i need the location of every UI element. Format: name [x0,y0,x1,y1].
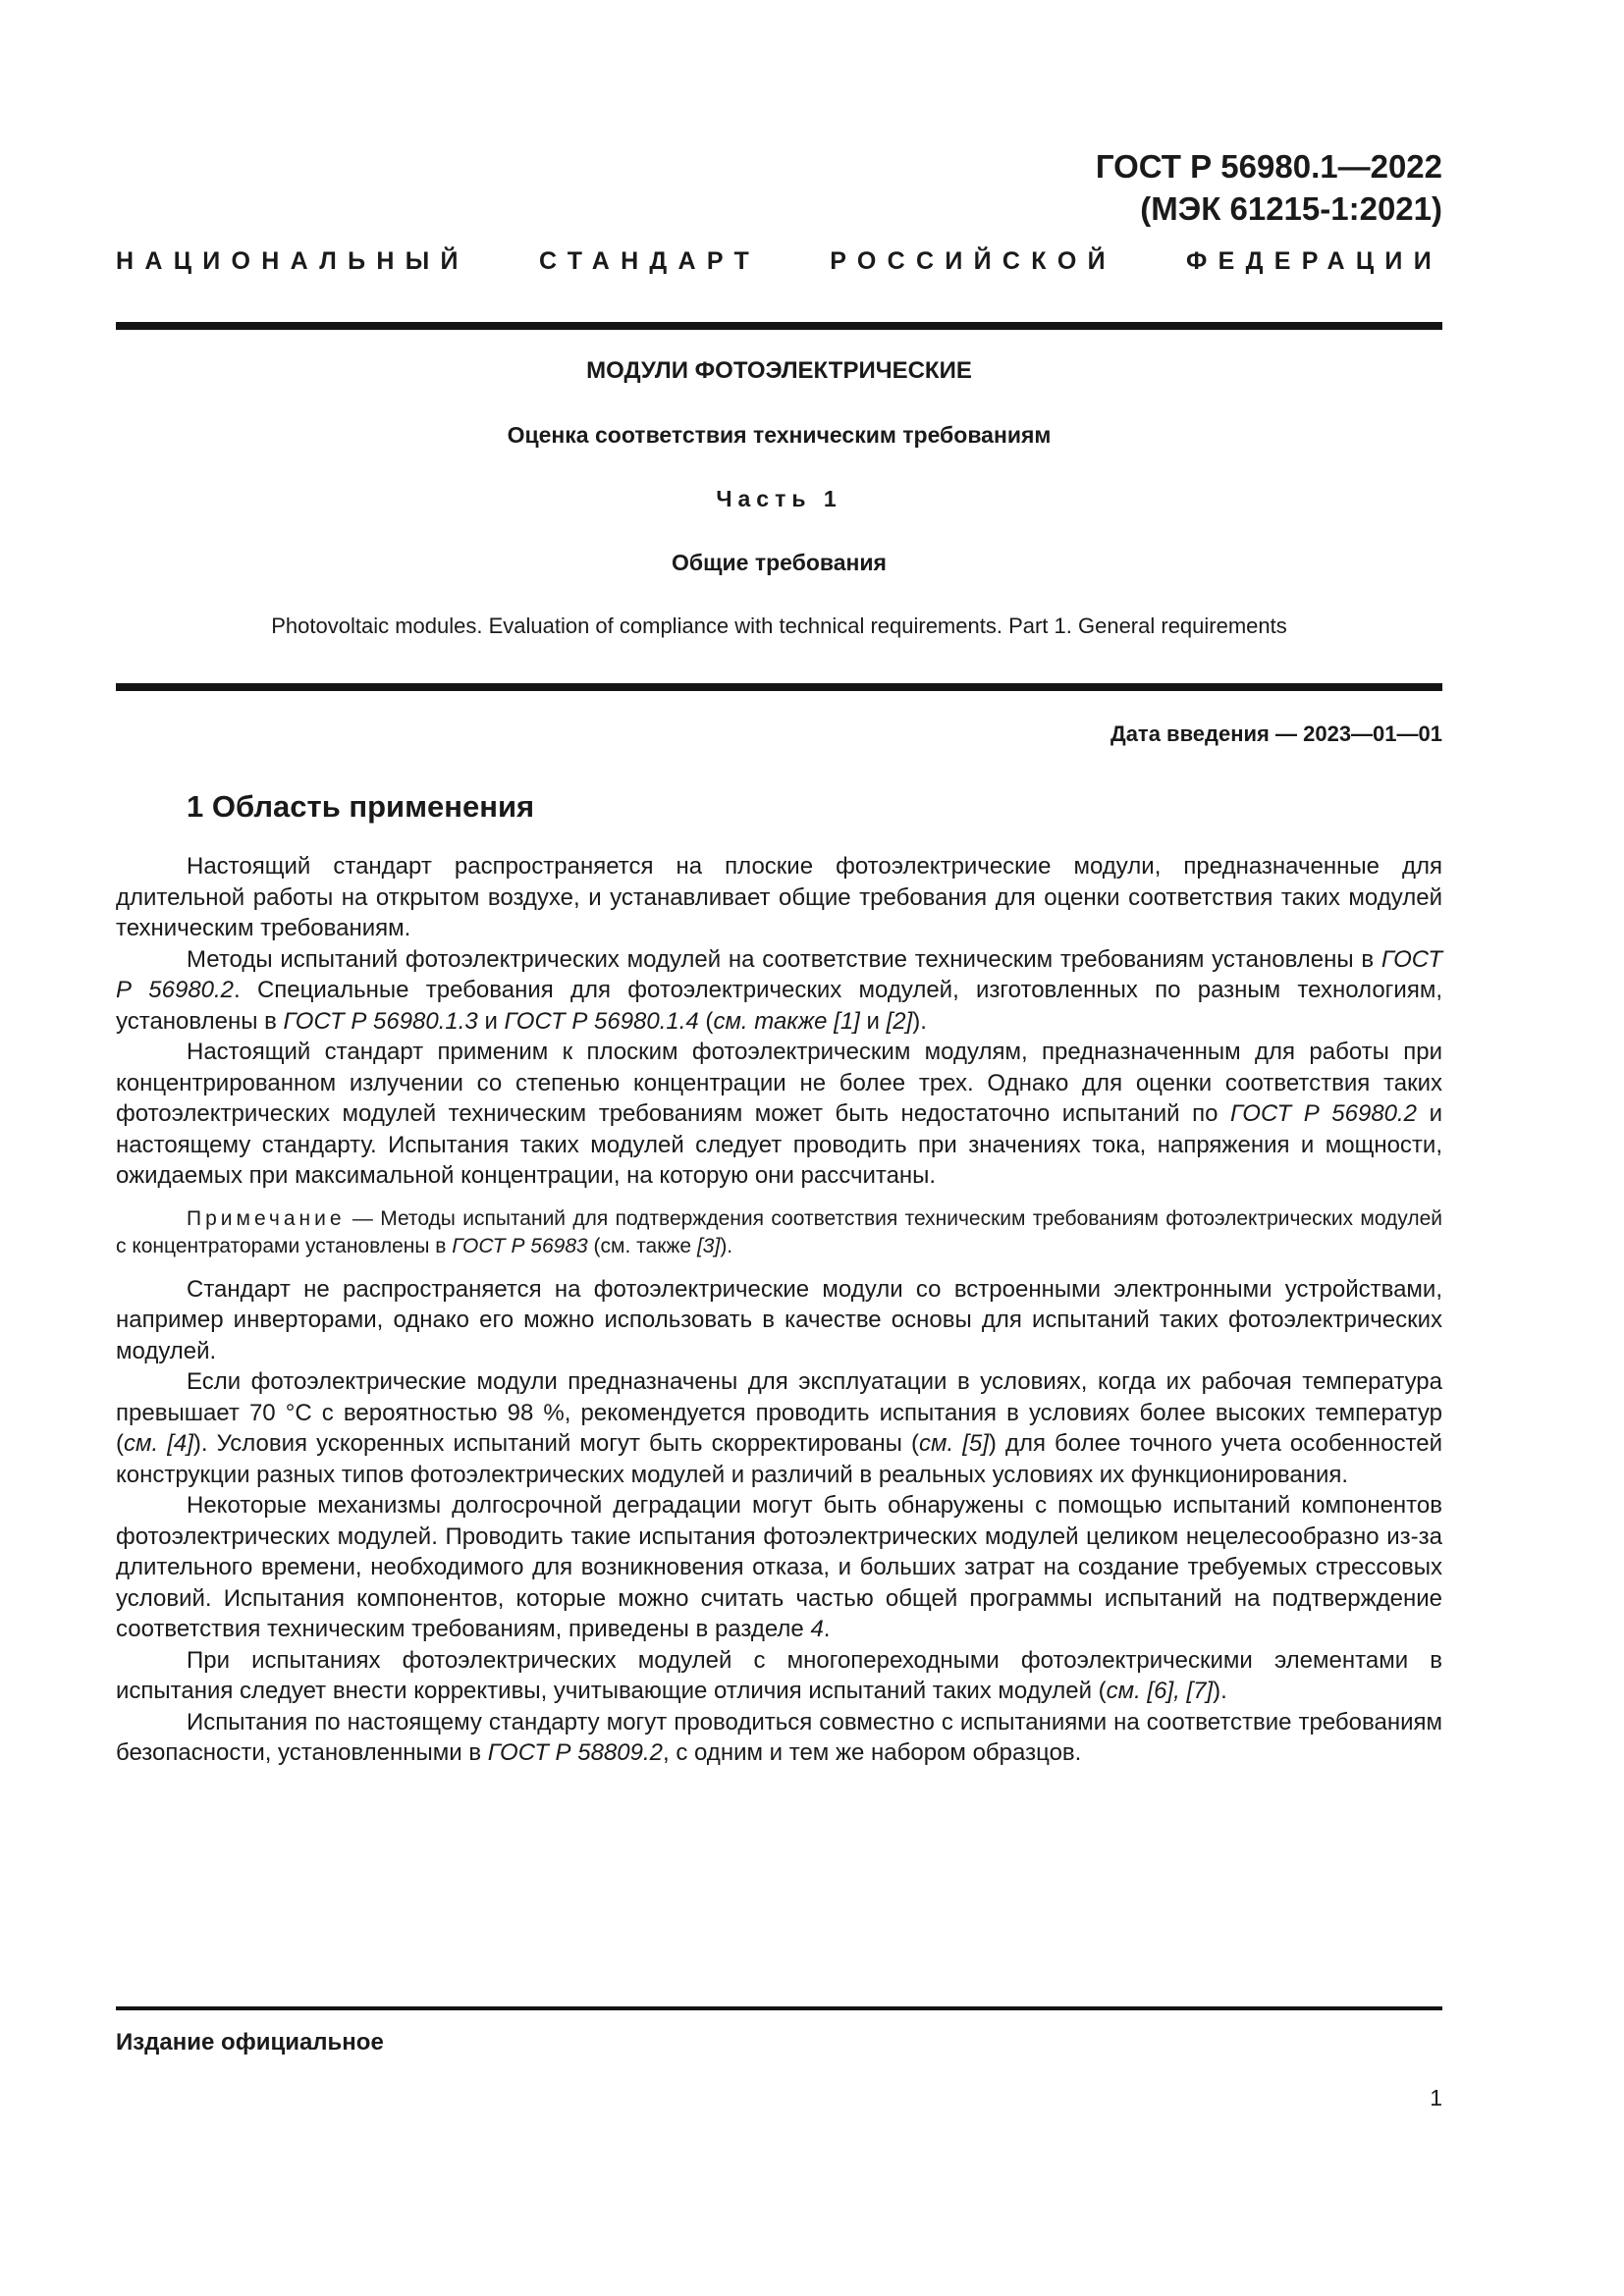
bottom-divider [116,2006,1442,2010]
national-standard-banner [116,247,1442,276]
reference: ГОСТ Р 56980.1.4 [504,1007,699,1035]
paragraph-3 [116,1037,1442,1192]
banner-word-2: СТАНДАРТ [538,247,761,275]
text-run: При испытаниях фотоэлектрических модулей с многопереходными фотоэлектрическими элементами в испытания следует внести коррективы, учитывающие отличия испытаний таких модулей ( [116,1646,1442,1704]
reference: см. [5] [919,1430,989,1457]
text-run: Методы испытаний фотоэлектрических модулей на соответствие техническим требованиям установлены в [187,945,1381,973]
title-general: Общие требования [672,550,887,575]
reference: [2] [886,1007,913,1035]
paragraph-5 [116,1366,1442,1490]
reference: ГОСТ Р 58809.2 [487,1739,663,1766]
reference: [3] [696,1234,721,1257]
reference: ГОСТ Р 56983 [452,1234,588,1257]
text-run: . Специальные требования для фотоэлектрических модулей, изготовленных по разным технологиям, установлены в [116,977,1442,1035]
reference: см. [4] [124,1430,193,1457]
banner-word-3: РОССИЙСКОЙ [830,247,1116,275]
paragraph-1: Настоящий стандарт распространяется на плоские фотоэлектрические модули, предназначенные для длительной работы на открытом воздухе, и устанавливает общие требования для оценки соответствия таких модулей техническим требованиям. [116,853,1442,941]
reference: ГОСТ Р 56980.1.3 [283,1007,478,1035]
reference: 4 [810,1616,824,1642]
text-run: ). [912,1007,927,1035]
text-run: Испытания по настоящему стандарту могут проводиться совместно с испытаниями на соответствие требованиям безопасности, установленными в [116,1708,1442,1766]
official-edition-label: Издание официальное [116,2029,384,2056]
note-label: Примечание [187,1206,346,1230]
text-run: Настоящий стандарт применим к плоским фотоэлектрическим модулям, предназначенным для работы при концентрированном излучении со степенью концентрации не более трех. Однако для оценки соответствия таких фотоэлектрических модулей техническим требованиям может быть недостаточно испытаний по [116,1039,1442,1127]
page-number: 1 [1430,2085,1442,2110]
middle-divider [116,683,1442,691]
text-run: и [477,1007,505,1035]
title-block [116,357,1442,639]
reference: ГОСТ Р 56980.2 [116,945,1442,1003]
text-run: — Методы испытаний для подтверждения соответствия техническим требованиям фотоэлектрических модулей с концентраторами установлены в [116,1206,1442,1257]
text-run: Некоторые механизмы долгосрочной деградации могут быть обнаружены с помощью испытаний компонентов фотоэлектрических модулей. Проводить такие испытания фотоэлектрических модулей целиком нецелесообразно из-за длительного времени, необходимого для возникновения отказа, и больших затрат на создание требуемых стрессовых условий. Испытания компонентов, которые можно считать частью общей программы испытаний на подтверждение соответствия техническим требованиям, приведены в разделе [116,1492,1442,1642]
text-run: . [823,1616,831,1642]
standard-code [1096,145,1442,230]
reference: ГОСТ Р 56980.2 [1230,1100,1418,1127]
text-run: (см. также [587,1234,697,1257]
standard-code-line1: ГОСТ Р 56980.1—2022 [1095,148,1442,185]
text-run: ). [720,1234,733,1257]
banner-word-4: ФЕДЕРАЦИИ [1186,247,1442,275]
title-subtitle: Оценка соответствия техническим требованиям [507,422,1052,448]
title-main: МОДУЛИ ФОТОЭЛЕКТРИЧЕСКИЕ [586,357,972,384]
text-run: ). Условия ускоренных испытаний могут быть скорректированы ( [192,1430,919,1457]
paragraph-2 [116,944,1442,1038]
text-run: Если фотоэлектрические модули предназначены для эксплуатации в условиях, когда их рабочая температура превышает 70 °С с вероятностью 98 %, рекомендуется проводить испытания в условиях более высоких температур ( [116,1368,1442,1457]
section-body [116,851,1442,1769]
note [116,1205,1442,1260]
paragraph-8 [116,1707,1442,1769]
standard-code-line2: (МЭК 61215-1:2021) [1140,190,1442,227]
text-run: ). [1213,1678,1227,1704]
reference: см. [6], [7] [1106,1678,1214,1704]
paragraph-7 [116,1645,1442,1707]
text-run: ( [698,1007,714,1035]
top-divider [116,322,1442,330]
text-run: , с одним и тем же набором образцов. [662,1739,1082,1766]
text-run: и настоящему стандарту. Испытания таких модулей следует проводить при значениях тока, напряжения и мощности, ожидаемых при максимальной концентрации, на которую они рассчитаны. [116,1100,1443,1189]
text-run: ) для более точного учета особенностей конструкции разных типов фотоэлектрических модулей и различий в реальных условиях их функционирования. [116,1430,1442,1488]
paragraph-6 [116,1490,1442,1645]
paragraph-4: Стандарт не распространяется на фотоэлектрические модули со встроенными электронными устройствами, например инверторами, однако его можно использовать в качестве основы для испытаний таких фотоэлектрических модулей. [116,1275,1442,1364]
introduction-date: Дата введения — 2023—01—01 [1110,721,1442,746]
reference: см. также [1] [713,1007,860,1035]
text-run: и [859,1007,887,1035]
section-heading: 1 Область применения [187,789,535,824]
title-english: Photovoltaic modules. Evaluation of compliance with technical requirements. Part 1. General requirements [271,614,1287,638]
banner-word-1: НАЦИОНАЛЬНЫЙ [116,247,469,275]
title-part: Часть 1 [716,486,842,511]
